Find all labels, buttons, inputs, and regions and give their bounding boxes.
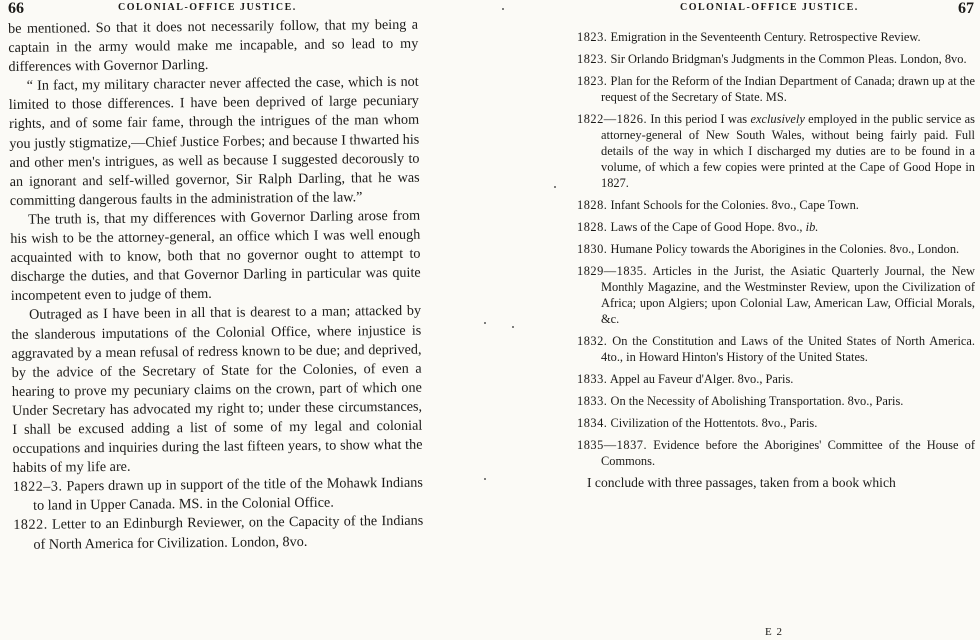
entry-year: 1833. <box>577 372 608 386</box>
entry-year: 1830. <box>577 242 608 256</box>
right-page <box>575 0 980 640</box>
bibliography-entry <box>577 333 975 365</box>
entry-text: Evidence before the Aborigines' Committee of the House of Commons. <box>601 438 975 468</box>
entry-text: On the Constitution and Laws of the United States of North America. 4to., in Howard Hinton's History of the United States. <box>601 334 975 364</box>
bibliography-entry <box>577 29 975 45</box>
entry-year: 1822—1826. <box>577 112 648 126</box>
entry-year: 1822. <box>13 517 48 534</box>
entry-text: Humane Policy towards the Aborigines in the Colonies. 8vo., London. <box>610 242 960 256</box>
entry-text: Infant Schools for the Colonies. 8vo., Cape Town. <box>610 198 859 212</box>
bibliography-entry <box>577 415 975 431</box>
entry-year: 1829—1835. <box>577 264 648 278</box>
entry-text: Papers drawn up in support of the title of the Mohawk Indians to land in Upper Canada. MS. in the Colonial Office. <box>33 474 423 515</box>
entry-year: 1833. <box>577 394 608 408</box>
entry-text-emphasis: exclusively <box>750 112 805 126</box>
left-page-body <box>8 16 424 555</box>
entry-text: Letter to an Edinburgh Reviewer, on the Capacity of the Indians of North America for Civilization. London, 8vo. <box>33 513 424 553</box>
entry-text-after: employed in the public service as attorney-general of New South Wales, without being fairly paid. Full details of the way in which I discharged my duties are to be found in a volume, of which a few copies were printed at the Cape of Good Hope in 1827. <box>601 112 975 190</box>
paragraph: be mentioned. So that it does not necessarily follow, that my being a captain in the army would make me incapable, and so lead to my differences with Governor Darling. <box>8 16 419 76</box>
bibliography-entry <box>577 241 975 257</box>
entry-text: Emigration in the Seventeenth Century. Retrospective Review. <box>610 30 921 44</box>
entry-year: 1828. <box>577 198 608 212</box>
running-head-right: COLONIAL-OFFICE JUSTICE. <box>680 2 859 13</box>
ink-speck <box>484 322 486 324</box>
entry-year: 1823. <box>577 52 608 66</box>
bibliography-entry <box>577 263 975 327</box>
page-number-right: 67 <box>958 0 974 17</box>
entry-year: 1822–3. <box>12 478 63 496</box>
entry-year: 1828. <box>577 220 608 234</box>
page-gutter <box>470 0 575 640</box>
ink-speck <box>554 186 556 188</box>
bibliography-entry <box>577 73 975 105</box>
page-number-left: 66 <box>8 0 24 17</box>
left-page <box>0 0 470 640</box>
paragraph: “ In fact, my military character never affected the case, which is not limited to those differences. I have been deprived of large pecuniary rights, and of some fair fame, through the intrigues of the man whom you justly stigmatize,—Chief Justice Forbes; and because I thwarted his and other men's intrigues, as well as because I suggested decorously to an ignorant and self-willed governor, Sir Ralph Darling, that he was committing dangerous faults in the administration of the law.” <box>8 73 420 209</box>
entry-text-before: Laws of the Cape of Good Hope. 8vo., <box>610 220 806 234</box>
entry-text: On the Necessity of Abolishing Transportation. 8vo., Paris. <box>610 394 904 408</box>
bibliography-entry <box>577 393 975 409</box>
paragraph: Outraged as I have been in all that is dearest to a man; attacked by the slanderous imputations of the Colonial Office, where injustice is aggravated by a mean refusal of redress known to be due; and deprived, by the advice of the Secretary of State for the Colonies, of even a hearing to prove my pecuniary claims on the crown, part of which one Under Secretary has advocated my right to; under these circumstances, I shall be excused adding a list of some of my legal and colonial occupations and inquiries during the last fifteen years, to show what the habits of my life are. <box>11 303 423 477</box>
bibliography-entry <box>13 512 423 554</box>
bibliography-entry <box>577 371 975 387</box>
entry-text: Articles in the Jurist, the Asiatic Quarterly Journal, the New Monthly Magazine, and the Westminster Review, upon the Civilization of Africa; upon Algiers; upon Colonial Law, American Law, Official Morals, &c. <box>601 264 975 326</box>
bibliography-entry <box>577 111 975 191</box>
entry-year: 1823. <box>577 30 608 44</box>
bibliography-entry <box>577 51 975 67</box>
signature-mark: E 2 <box>765 626 783 638</box>
ink-speck <box>502 8 504 10</box>
right-page-body <box>577 29 975 491</box>
entry-year: 1834. <box>577 416 608 430</box>
bibliography-entry <box>577 437 975 469</box>
entry-text: Appel au Faveur d'Alger. 8vo., Paris. <box>609 372 794 386</box>
entry-year: 1823. <box>577 74 608 88</box>
entry-text-before: In this period I was <box>650 112 751 126</box>
bibliography-entry <box>577 219 975 235</box>
ink-speck <box>484 478 486 480</box>
entry-year: 1835—1837. <box>577 438 648 452</box>
paragraph: The truth is, that my differences with Governor Darling arose from his wish to be the attorney-general, an office which I was well enough acquainted with to know, both that no governor ought to attempt to discharge the duties, and that Governor Darling in particular was quite incompetent even to judge of them. <box>10 207 421 305</box>
closing-line: I conclude with three passages, taken from a book which <box>587 475 896 490</box>
entry-year: 1832. <box>577 334 608 348</box>
entry-text: Plan for the Reform of the Indian Department of Canada; drawn up at the request of the Secretary of State. MS. <box>601 74 975 104</box>
bibliography-entry <box>577 197 975 213</box>
bibliography-entry <box>13 474 423 516</box>
ink-speck <box>512 326 514 328</box>
entry-text: Sir Orlando Bridgman's Judgments in the Common Pleas. London, 8vo. <box>610 52 967 66</box>
entry-text-emphasis: ib. <box>805 220 819 234</box>
running-head-left: COLONIAL-OFFICE JUSTICE. <box>118 2 297 13</box>
entry-text: Civilization of the Hottentots. 8vo., Paris. <box>610 416 818 430</box>
